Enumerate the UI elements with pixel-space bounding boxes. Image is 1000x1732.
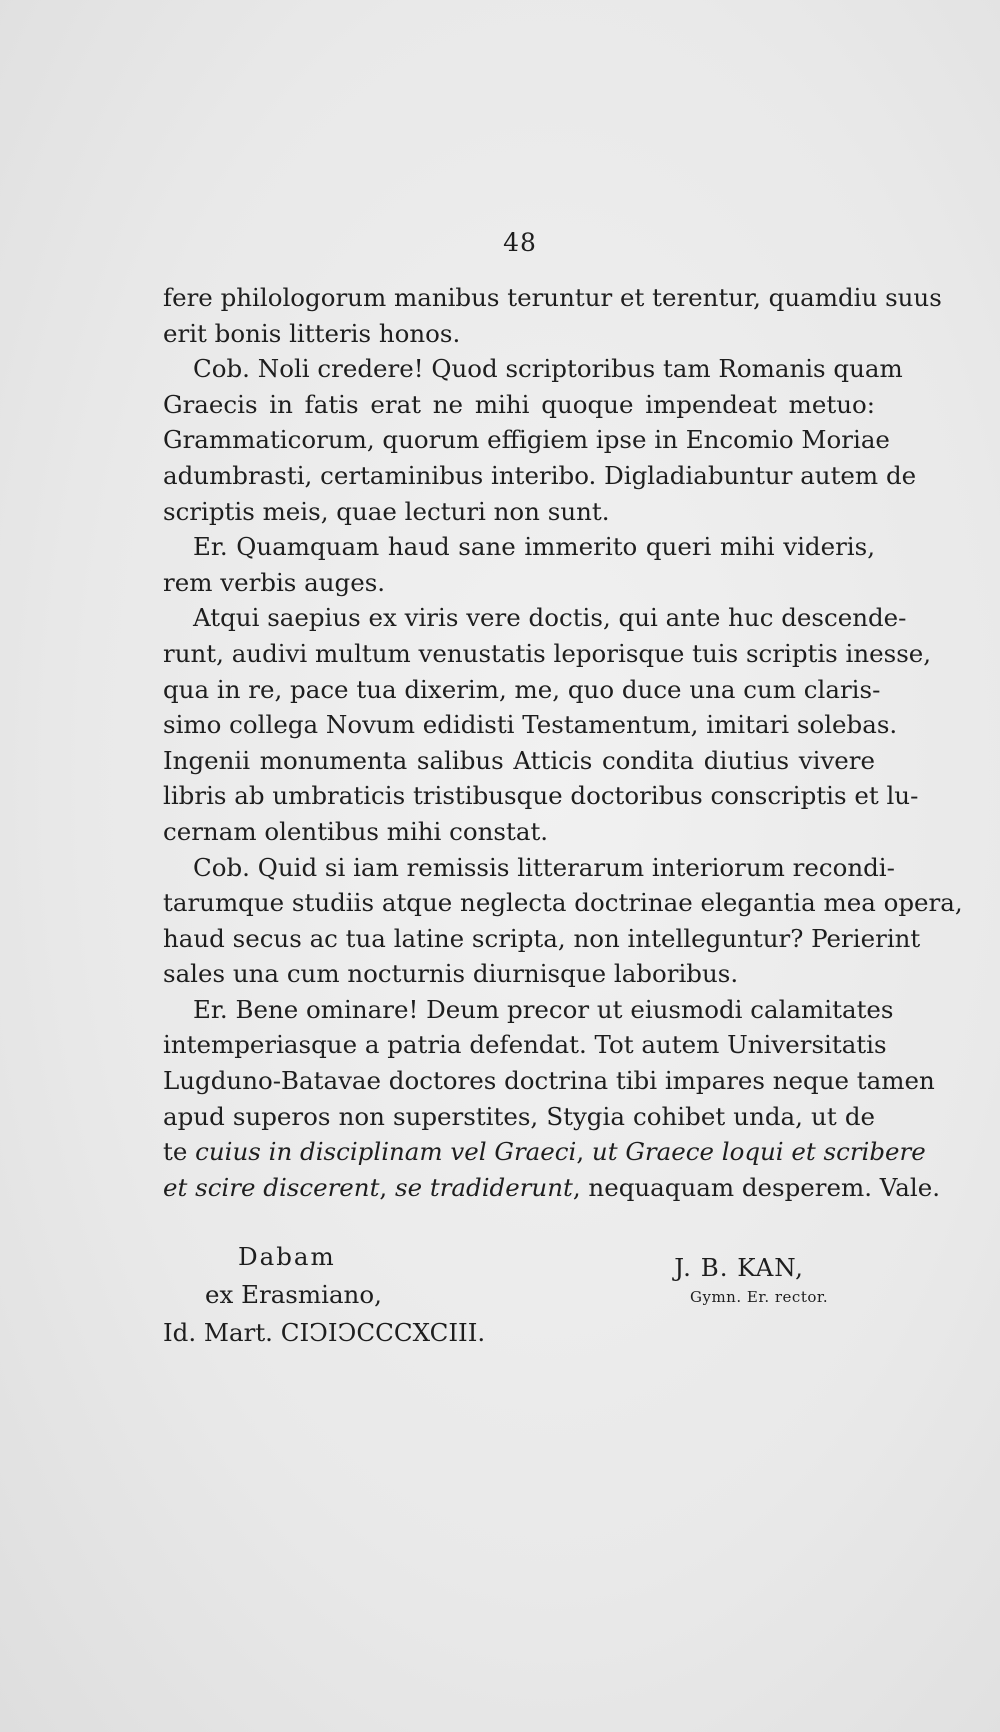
text-line: haud secus ac tua latine scripta, non intelleguntur? Perierint [163,923,921,953]
text-line: intemperiasque a patria defendat. Tot autem Universitatis [163,1030,887,1060]
italic-fragment: et scire discerent [163,1172,380,1202]
text-line: scriptis meis, quae lecturi non sunt. [163,496,610,526]
text-line: cernam olentibus mihi constat. [163,816,549,846]
text-line: Cob. Quid si iam remissis litterarum interiorum recondi- [193,852,895,882]
text-fragment: , [576,1137,592,1167]
body-text [163,280,963,1205]
text-line: sales una cum nocturnis diurnisque laboribus. [163,959,739,989]
signature [650,1250,828,1308]
text-line: rem verbis auges. [163,567,386,597]
text-line: Graecis in fatis erat ne mihi quoque impendeat metuo: [163,389,875,419]
text-fragment: , [379,1172,395,1202]
text-line: Er. Bene ominare! Deum precor ut eiusmodi calamitates [193,994,894,1024]
text-line: fere philologorum manibus teruntur et terentur, quamdiu suus [163,283,942,312]
dateline-date: Id. Mart. CIↃIↃCCCXCIII. [163,1318,486,1347]
text-line: Lugduno-Batavae doctores doctrina tibi impares neque tamen [163,1066,935,1096]
dateline [163,1238,485,1352]
text-line: qua in re, pace tua dixerim, me, quo duce una cum claris- [163,674,881,704]
text-line: Cob. Noli credere! Quod scriptoribus tam Romanis quam [193,354,903,384]
dateline-dabam: Dabam [238,1242,336,1271]
text-line: apud superos non superstites, Stygia cohibet unda, ut de [163,1101,875,1131]
text-line: Atqui saepius ex viris vere doctis, qui ante huc descende- [193,603,907,633]
text-line: libris ab umbraticis tristibusque doctoribus conscriptis et lu- [163,781,919,811]
text-line: runt, audivi multum venustatis leporisque tuis scriptis inesse, [163,638,932,668]
italic-fragment: se tradiderunt [395,1172,573,1202]
text-line: simo collega Novum edidisti Testamentum, imitari solebas. [163,710,898,740]
italic-fragment: ut Graece loqui et scribere [591,1137,926,1167]
text-line: tarumque studiis atque neglecta doctrinae elegantia mea opera, [163,888,963,918]
signature-title: Gymn. Er. rector. [690,1288,829,1306]
signature-name: J. B. KAN, [674,1253,804,1282]
text-line: Grammaticorum, quorum effigiem ipse in Encomio Moriae [163,425,890,455]
text-line: adumbrasti, certaminibus interibo. Digladiabuntur autem de [163,460,917,490]
text-line: Er. Quamquam haud sane immerito queri mihi videris, [193,532,875,562]
text-fragment: te [163,1137,196,1167]
dateline-place: ex Erasmiano, [205,1280,382,1309]
page-number: 48 [503,228,537,257]
text-fragment: , nequaquam desperem. Vale. [572,1172,940,1202]
closing-block [0,1238,1000,1347]
text-line: erit bonis litteris honos. [163,318,461,348]
text-line-italic [163,1170,940,1206]
italic-fragment: cuius in disciplinam vel Graeci [195,1137,577,1167]
text-line-italic [163,1134,926,1170]
text-line: Ingenii monumenta salibus Atticis condita diutius vivere [163,745,875,775]
